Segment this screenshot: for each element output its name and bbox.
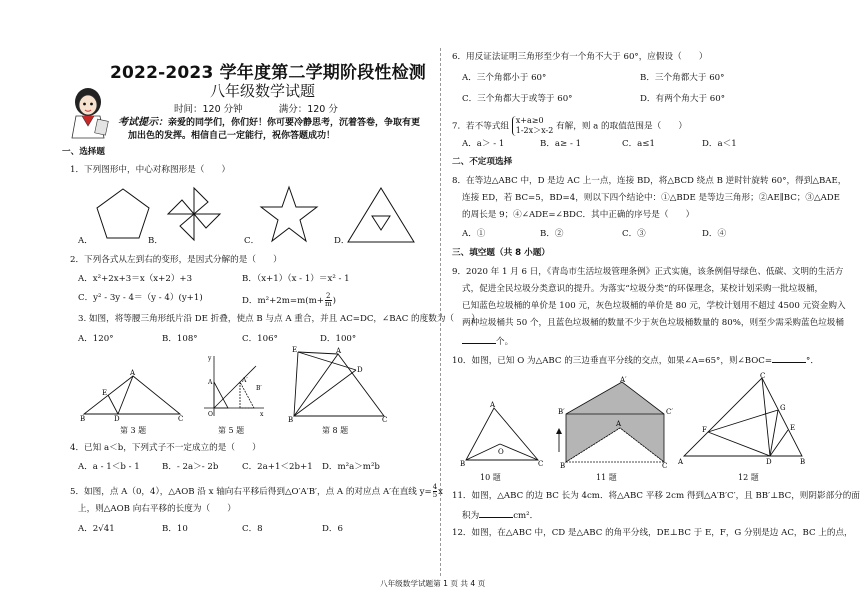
q7-sys-1: x+a≥0 bbox=[515, 116, 544, 125]
question-2: 2．下列各式从左到右的变形，是因式分解的是（ ） bbox=[70, 255, 282, 265]
svg-text:O: O bbox=[208, 411, 213, 418]
svg-text:D: D bbox=[114, 415, 120, 422]
svg-text:y: y bbox=[208, 355, 212, 362]
question-11-line2 bbox=[462, 509, 538, 522]
svg-text:C′: C′ bbox=[666, 408, 673, 416]
q6-option-c: C．三个角都大于或等于 60° bbox=[462, 94, 573, 104]
q2-option-c: C．y² - 3y - 4＝（y - 4）(y+1) bbox=[78, 293, 203, 303]
q6-option-a: A．三个角都小于 60° bbox=[462, 73, 547, 83]
question-6: 6．用反证法证明三角形至少有一个角不大于 60°，应假设（ ） bbox=[452, 52, 708, 62]
question-8-line2: 连接 ED，若 BC=5，BD=4，则以下四个结论中：①△BDE 是等边三角形；②AE∥BC；③△ADE bbox=[462, 193, 840, 203]
q2-option-d bbox=[242, 293, 336, 308]
q5-option-d: D．6 bbox=[322, 524, 343, 534]
question-11-line1: 11．如图，△ABC 的边 BC 长为 4cm．将△ABC 平移 2cm 得到△A′B′C′，且 BB′⊥BC，则阴影部分的面 bbox=[452, 491, 860, 501]
question-9-line3: 已知蓝色垃圾桶的单价是 100 元，灰色垃圾桶的单价是 80 元，学校计划用不超过 4500 元资金购入 bbox=[462, 301, 846, 311]
q9-answer-blank[interactable] bbox=[462, 335, 496, 344]
exam-title: 2022-2023 学年度第二学期阶段性检测 bbox=[110, 63, 427, 83]
svg-text:C: C bbox=[178, 415, 184, 422]
question-9-line5 bbox=[462, 335, 513, 348]
question-9-line1: 9．2020 年 1 月 6 日，《青岛市生活垃圾管理条例》正式实施，该条例倡导绿色、低碳、文明的生活方 bbox=[452, 267, 844, 277]
q7-sys-2: 1-2x＞x-2 bbox=[515, 126, 554, 135]
cartoon-teacher-icon bbox=[66, 86, 112, 142]
q4-option-a: A．a - 1＜b - 1 bbox=[78, 462, 140, 472]
fig11-translation-shaded bbox=[556, 376, 674, 468]
q4-option-d: D．m²a＞m²b bbox=[322, 462, 380, 472]
section-multi: 二、不定项选择 bbox=[452, 157, 513, 167]
q7-pre: 7．若不等式组 bbox=[452, 121, 510, 132]
q5-eq-rhs: x bbox=[438, 487, 444, 497]
svg-text:A: A bbox=[616, 420, 622, 428]
q11-unit: cm²． bbox=[513, 511, 539, 521]
question-7 bbox=[452, 116, 687, 136]
tip-text: 亲爱的同学们，你们好！你可要冷静思考，沉着答卷，争取有更 bbox=[168, 118, 421, 128]
svg-text:A: A bbox=[490, 401, 496, 409]
section-choice: 一、选择题 bbox=[62, 147, 105, 157]
question-4: 4．已知 a＜b，下列式子不一定成立的是（ ） bbox=[70, 443, 261, 453]
fig3-triangle-fold bbox=[78, 368, 188, 422]
question-8-line3: 的周长是 9；④∠ADE=∠BDC．其中正确的序号是（ ） bbox=[462, 210, 695, 220]
q3-option-c: C．106° bbox=[242, 334, 278, 344]
svg-text:A: A bbox=[678, 458, 684, 466]
fig10-caption: 10 题 bbox=[480, 473, 501, 482]
svg-text:A′: A′ bbox=[620, 376, 627, 384]
q5-eq-den: 5 bbox=[432, 491, 438, 499]
q4-option-c: C．2a+1＜2b+1 bbox=[242, 462, 313, 472]
q8-option-c: C．③ bbox=[622, 229, 646, 239]
q11-answer-blank[interactable] bbox=[479, 509, 513, 518]
exam-subtitle: 八年级数学试题 bbox=[210, 82, 316, 100]
question-8-line1: 8．在等边△ABC 中，D 是边 AC 上一点，连接 BD，将△BCD 绕点 B 逆时针旋转 60°，得到△BAE， bbox=[452, 176, 847, 186]
svg-text:B: B bbox=[288, 416, 294, 422]
svg-text:D: D bbox=[766, 458, 772, 466]
score-label: 满分：120 分 bbox=[278, 104, 338, 115]
q1-option-d: D． bbox=[334, 236, 350, 246]
q2-d-prefix: D．m²+2m=m(m+ bbox=[242, 296, 324, 306]
triangle-figure bbox=[346, 186, 416, 244]
svg-text:D: D bbox=[357, 366, 363, 374]
q7-option-a: A．a＞ - 1 bbox=[462, 139, 505, 149]
svg-text:B: B bbox=[560, 462, 566, 468]
q2-d-num: 2 bbox=[326, 292, 331, 300]
fig5-caption: 第 5 题 bbox=[218, 426, 245, 435]
q5-text: 5．如图，点 A（0，4），△AOB 沿 x 轴向右平移后得到△O′A′B′，点 A 的对应点 A′在直线 bbox=[70, 487, 417, 497]
svg-text:A: A bbox=[208, 379, 213, 386]
q7-option-d: D．a＜1 bbox=[702, 139, 737, 149]
q5-option-c: C．8 bbox=[242, 524, 263, 534]
q3-option-b: B．108° bbox=[162, 334, 198, 344]
q8-option-b: B．② bbox=[540, 229, 564, 239]
svg-text:A′: A′ bbox=[242, 377, 248, 384]
exam-meta bbox=[174, 101, 338, 115]
q1-option-a: A． bbox=[78, 236, 93, 246]
question-1: 1．下列图形中，中心对称图形是（ ） bbox=[70, 165, 231, 175]
svg-text:B: B bbox=[800, 458, 806, 466]
q10-answer-blank[interactable] bbox=[772, 354, 806, 363]
svg-text:A: A bbox=[336, 347, 342, 355]
svg-text:G: G bbox=[780, 404, 786, 412]
q2-d-end: ) bbox=[332, 296, 336, 306]
q1-option-b: B． bbox=[148, 236, 163, 246]
q10-text: 10．如图，已知 O 为△ABC 的三边垂直平分线的交点，如果∠A=65°，则∠BOC= bbox=[452, 356, 773, 366]
q4-option-b: B．- 2a＞- 2b bbox=[162, 462, 219, 472]
question-5 bbox=[70, 484, 443, 499]
tip-text-2: 加出色的发挥。相信自己一定能行，祝你答题成功！ bbox=[128, 131, 336, 141]
q2-option-b: B．（x+1）（x - 1）＝x² - 1 bbox=[242, 274, 350, 284]
q3-option-d: D．100° bbox=[320, 334, 357, 344]
section-fill: 三、填空题（共 8 小题） bbox=[452, 248, 550, 258]
svg-text:B: B bbox=[80, 415, 86, 422]
time-label: 时间：120 分钟 bbox=[174, 104, 243, 115]
q6-option-b: B．三个角都大于 60° bbox=[640, 73, 725, 83]
q5-option-b: B．10 bbox=[162, 524, 188, 534]
fig3-caption: 第 3 题 bbox=[120, 426, 147, 435]
question-9-line4: 两种垃圾桶共 50 个，且蓝色垃圾桶的数量不少于灰色垃圾桶数量的 80%，则至少需采购蓝色垃圾桶 bbox=[462, 318, 844, 328]
q5-option-a: A．2√41 bbox=[78, 524, 115, 534]
fig5-coordinate-plot bbox=[200, 352, 266, 422]
svg-text:O: O bbox=[498, 448, 504, 456]
q8-option-a: A．① bbox=[462, 229, 486, 239]
q8-option-d: D．④ bbox=[702, 229, 727, 239]
fig12-caption: 12 题 bbox=[738, 473, 759, 482]
q5-eq-num: 4 bbox=[432, 483, 438, 491]
svg-text:C: C bbox=[662, 462, 668, 468]
fig10-triangle-circumcenter bbox=[460, 400, 546, 468]
fig12-angle-bisector bbox=[678, 372, 808, 466]
fig8-caption: 第 8 题 bbox=[322, 426, 349, 435]
svg-text:E: E bbox=[292, 346, 298, 354]
fig11-caption: 11 题 bbox=[596, 473, 617, 482]
svg-text:A: A bbox=[130, 369, 136, 377]
q6-option-d: D．有两个角大于 60° bbox=[640, 94, 726, 104]
svg-text:x: x bbox=[260, 411, 264, 418]
question-10 bbox=[452, 354, 819, 367]
svg-text:E: E bbox=[102, 389, 108, 397]
svg-text:B′: B′ bbox=[558, 408, 565, 416]
q7-post: 有解，则 a 的取值范围是（ ） bbox=[556, 121, 687, 132]
q7-option-c: C．a≤1 bbox=[622, 139, 655, 149]
pentagon-figure bbox=[94, 186, 152, 242]
page-footer: 八年级数学试题第 1 页 共 4 页 bbox=[380, 579, 486, 588]
q7-option-b: B．a≥ - 1 bbox=[540, 139, 582, 149]
q10-end: °． bbox=[806, 356, 819, 366]
star-figure bbox=[258, 184, 320, 244]
svg-text:F: F bbox=[702, 426, 707, 434]
exam-tip bbox=[118, 116, 440, 143]
svg-text:C: C bbox=[538, 460, 544, 468]
q2-option-a: A．x²+2x+3＝x（x+2）+3 bbox=[78, 274, 193, 284]
q2-d-den: m bbox=[324, 300, 332, 308]
q11-prefix: 积为 bbox=[462, 511, 480, 521]
q9-unit: 个。 bbox=[496, 337, 514, 347]
tip-label: 考试提示： bbox=[118, 117, 168, 128]
q3-option-a: A．120° bbox=[78, 334, 114, 344]
question-5-cont: 上，则△AOB 向右平移的长度为（ ） bbox=[78, 504, 236, 514]
svg-text:E: E bbox=[790, 424, 796, 432]
question-3: 3. 如图，将等腰三角形纸片沿 DE 折叠，使点 B 与点 A 重合，并且 AC=DC，∠BAC 的度数为（ ） bbox=[78, 314, 480, 324]
question-9-line2: 式，促进全民垃圾分类意识的提升。为落实“垃圾分类”的环保理念，某校计划采购一批垃圾桶， bbox=[462, 284, 824, 294]
q1-option-c: C． bbox=[244, 236, 260, 246]
q5-eq-lhs: y= bbox=[419, 487, 432, 497]
pinwheel-figure bbox=[164, 184, 224, 244]
svg-text:B′: B′ bbox=[256, 385, 262, 392]
svg-text:C: C bbox=[760, 372, 766, 380]
fig8-equilateral-rotation bbox=[286, 346, 390, 422]
svg-text:B: B bbox=[460, 460, 466, 468]
question-12: 12．如图，在△ABC 中，CD 是△ABC 的角平分线，DE⊥BC 于 E，F，G 分别是边 AC，BC 上的点， bbox=[452, 528, 853, 538]
svg-text:C: C bbox=[382, 416, 388, 422]
